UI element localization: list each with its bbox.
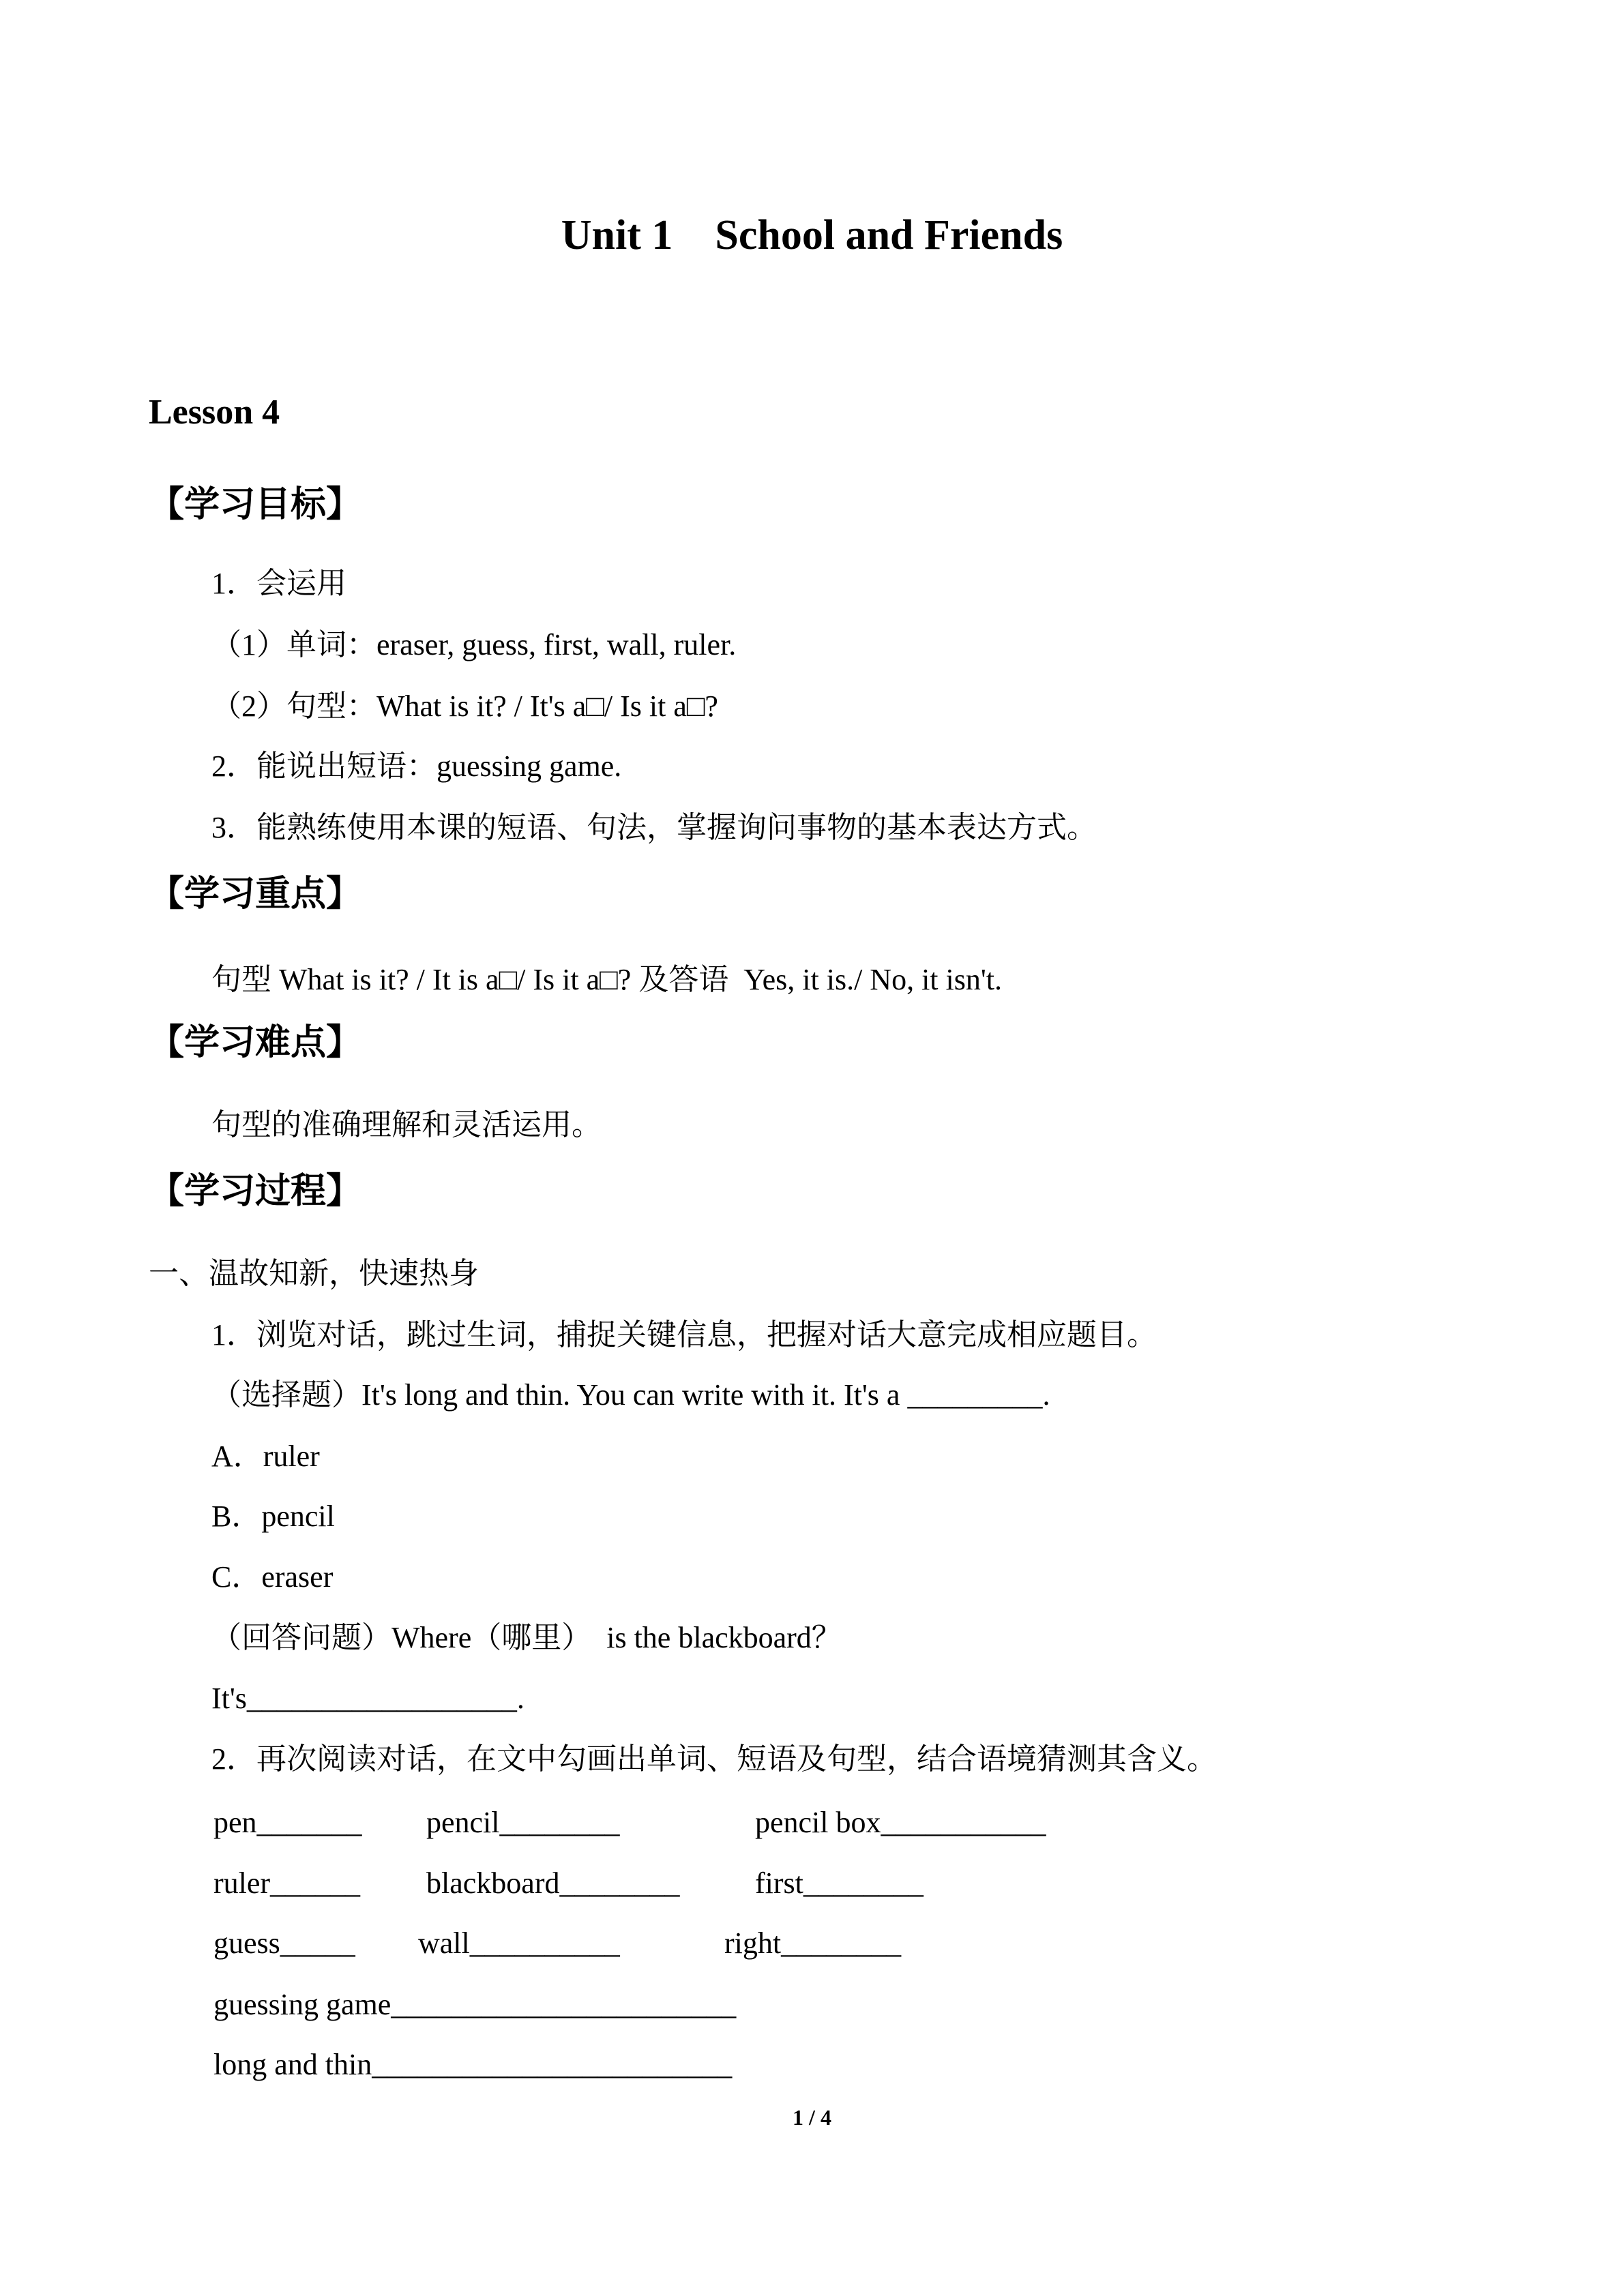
option-c: C．eraser: [211, 1560, 334, 1594]
vocab-ruler: ruler______: [213, 1866, 361, 1900]
question2-instruction: 2．再次阅读对话，在文中勾画出单词、短语及句型，结合语境猜测其含义。: [211, 1742, 1217, 1776]
phrase-guessing-game: guessing game_______________________: [213, 1988, 737, 2021]
vocab-pencil-box: pencil box___________: [755, 1806, 1046, 1839]
vocab-first: first________: [755, 1866, 924, 1900]
page-title: Unit 1 School and Friends: [561, 212, 1063, 258]
part1-heading: 一、温故知新，快速热身: [149, 1257, 479, 1290]
vocab-right: right________: [724, 1926, 902, 1960]
objective-item-1: 1．会运用: [211, 567, 346, 600]
objective-item-2: 2．能说出短语：guessing game.: [211, 749, 622, 783]
section-heading-objectives: 【学习目标】: [149, 484, 362, 525]
vocab-pen: pen_______: [213, 1806, 362, 1839]
section-heading-focus: 【学习重点】: [149, 874, 362, 914]
vocab-pencil: pencil________: [426, 1806, 620, 1839]
objective-item-1-1: （1）单词：eraser, guess, first, wall, ruler.: [211, 628, 737, 661]
phrase-long-and-thin: long and thin________________________: [213, 2048, 733, 2081]
question1-answer-blank: It's__________________.: [211, 1682, 525, 1715]
vocab-guess: guess_____: [213, 1926, 355, 1960]
page-number: 1 / 4: [793, 2105, 831, 2130]
question1-open-question: （回答问题）Where（哪里） is the blackboard？: [211, 1621, 842, 1654]
section-heading-process: 【学习过程】: [149, 1171, 362, 1212]
vocab-wall: wall__________: [418, 1926, 620, 1960]
difficulty-text: 句型的准确理解和灵活运用。: [211, 1108, 602, 1142]
question1-choice-prompt: （选择题）It's long and thin. You can write with it. It's a _________.: [211, 1378, 1050, 1412]
section-heading-difficulty: 【学习难点】: [149, 1022, 362, 1063]
option-a: A．ruler: [211, 1440, 320, 1473]
question1-instruction: 1．浏览对话，跳过生词，捕捉关键信息，把握对话大意完成相应题目。: [211, 1318, 1157, 1352]
objective-item-3: 3．能熟练使用本课的短语、句法，掌握询问事物的基本表达方式。: [211, 811, 1097, 844]
vocab-blackboard: blackboard________: [426, 1866, 680, 1900]
option-b: B．pencil: [211, 1500, 335, 1533]
focus-text: 句型 What is it? / It is a□/ Is it a□? 及答语 Yes, it is./ No, it isn't.: [211, 963, 1003, 996]
objective-item-1-2: （2）句型：What is it? / It's a□/ Is it a□?: [211, 689, 718, 723]
lesson-heading: Lesson 4: [149, 393, 280, 432]
